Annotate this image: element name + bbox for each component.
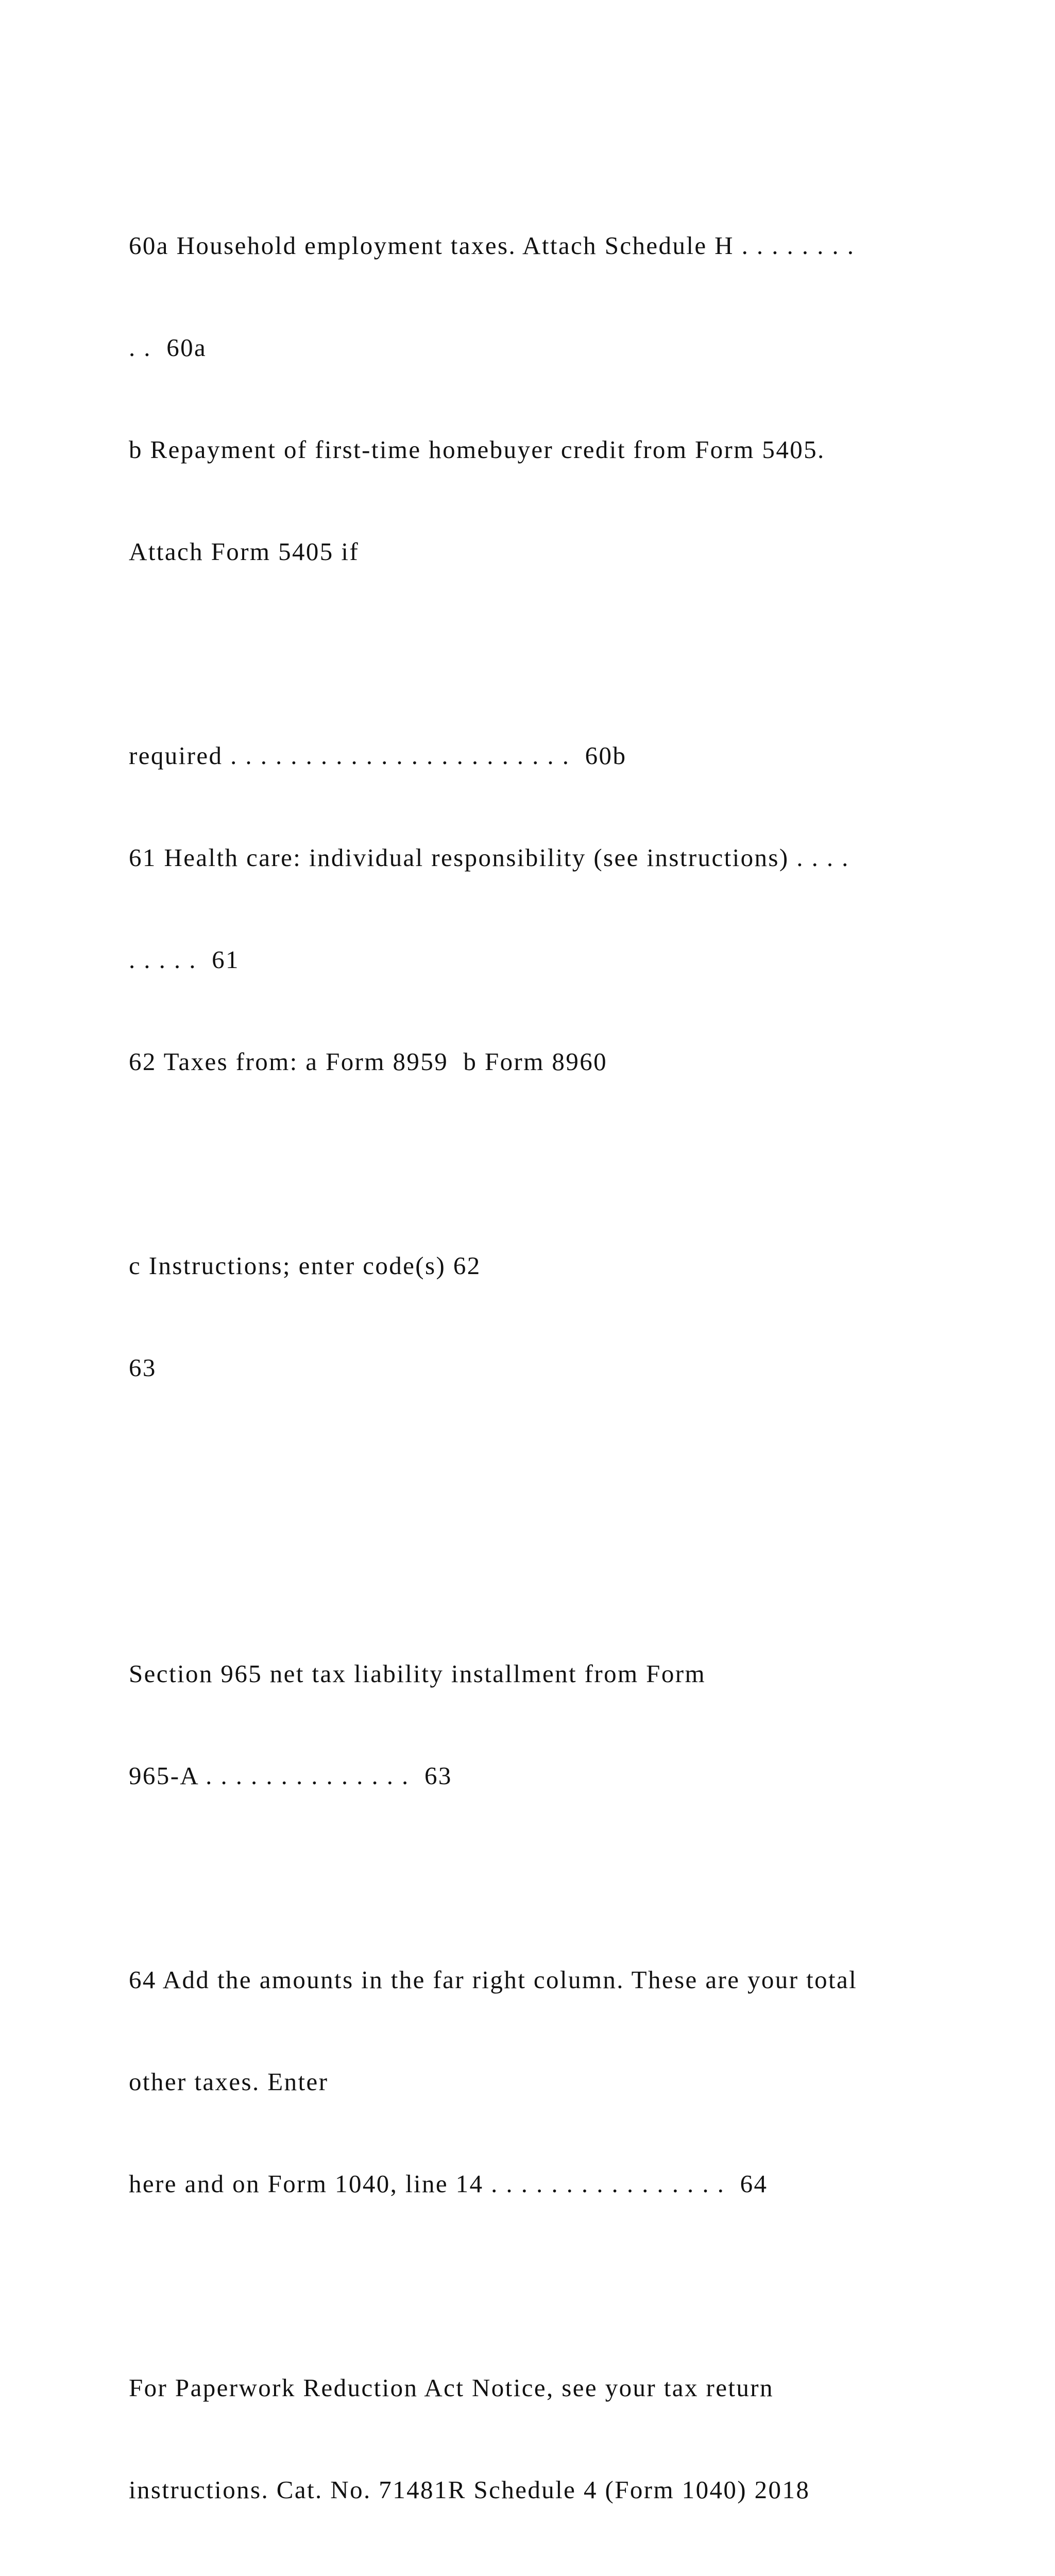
blank-line [129,1861,932,1895]
text-line: 61 Health care: individual responsibility (see instructions) . . . . [129,843,849,872]
blank-line [129,2269,932,2303]
text-line: required . . . . . . . . . . . . . . . . . . . . . . . 60b [129,741,627,770]
blank-line [129,637,932,671]
text-line: . . . . . 61 [129,945,240,974]
text-line: For Paperwork Reduction Act Notice, see your tax return [129,2374,774,2402]
text-line: 63 [129,1353,157,1382]
text-line: b Repayment of first-time homebuyer credit from Form 5405. [129,435,825,464]
text-line: 62 Taxes from: a Form 8959 b Form 8960 [129,1047,608,1076]
text-line: Attach Form 5405 if [129,537,360,566]
text-line: 60a Household employment taxes. Attach Schedule H . . . . . . . . [129,231,855,260]
text-line: c Instructions; enter code(s) 62 [129,1251,481,1280]
blank-line [129,1453,932,1487]
blank-line [129,1555,932,1589]
text-line: 64 Add the amounts in the far right column. These are your total [129,1965,858,1994]
text-line: 965-A . . . . . . . . . . . . . . 63 [129,1761,452,1790]
blank-line [129,2575,932,2576]
document-text [129,161,932,2576]
text-line: other taxes. Enter [129,2067,329,2096]
blank-line [129,1147,932,1181]
text-line: here and on Form 1040, line 14 . . . . . . . . . . . . . . . . 64 [129,2170,768,2198]
text-line: Section 965 net tax liability installment from Form [129,1659,706,1688]
text-line: instructions. Cat. No. 71481R Schedule 4 (Form 1040) 2018 [129,2476,810,2504]
text-line: . . 60a [129,333,207,362]
